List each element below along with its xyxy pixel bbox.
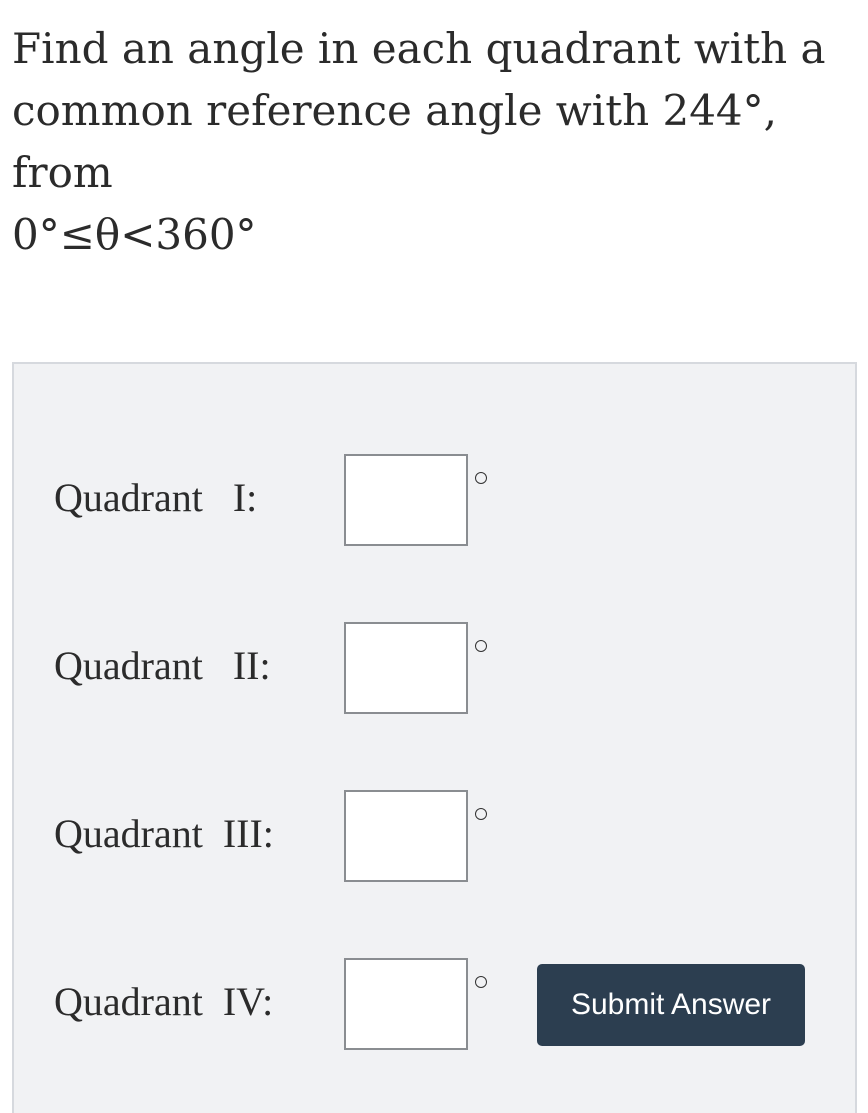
- quadrant-3-label: Quadrant III:: [54, 811, 274, 856]
- quadrant-4-label: Quadrant IV:: [54, 979, 274, 1024]
- reference-angle-value: 244°: [662, 86, 764, 135]
- quadrant-3-row: [54, 790, 834, 882]
- quadrant-1-label: Quadrant I:: [54, 475, 258, 520]
- quadrant-3-input[interactable]: [344, 790, 468, 882]
- question-text: [12, 18, 852, 266]
- quadrant-2-label: Quadrant II:: [54, 643, 271, 688]
- degree-icon: [475, 472, 487, 484]
- quadrant-1-row: [54, 454, 834, 546]
- question-line-2-suffix: , from: [12, 86, 777, 197]
- quadrant-2-row: [54, 622, 834, 714]
- quadrant-4-input[interactable]: [344, 958, 468, 1050]
- quadrant-2-input[interactable]: [344, 622, 468, 714]
- degree-icon: [475, 976, 487, 988]
- submit-answer-button[interactable]: Submit Answer: [537, 964, 805, 1046]
- answer-panel: [12, 362, 857, 1113]
- quadrant-1-input[interactable]: [344, 454, 468, 546]
- question-line-2-prefix: common reference angle with: [12, 86, 663, 135]
- angle-range: 0°≤θ<360°: [12, 210, 257, 259]
- question-line-1: Find an angle in each quadrant with a: [12, 24, 826, 73]
- degree-icon: [475, 808, 487, 820]
- degree-icon: [475, 640, 487, 652]
- question-line-2: [12, 80, 852, 204]
